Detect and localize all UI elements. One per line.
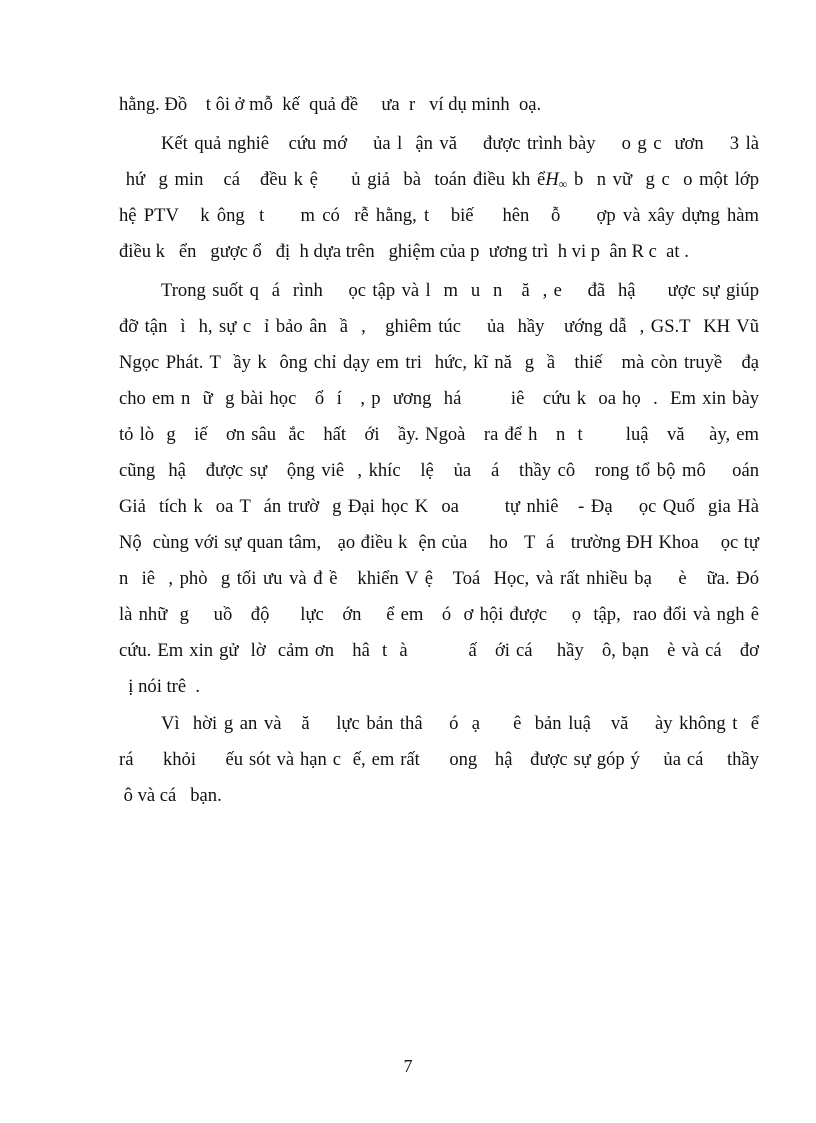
text-line: rá khỏi ếu sót và hạn c ế, em rất ong hậ được sự góp ý ủa cá thầy (119, 749, 759, 770)
text-line: hệ PTV k ông t m có rễ hằng, t biế hên ỗ ợp và xây dựng hàm (119, 205, 759, 226)
paragraph-continuation (119, 87, 759, 123)
text-segment: hứ g min cá đều k ệ ủ giả bà toán điều kh ể (119, 169, 546, 190)
text-segment: b n vữ g c o một lớp (567, 169, 759, 190)
text-line: cũng hậ được sự ộng viê , khíc lệ ủa á thầy cô rong tổ bộ mô oán (119, 460, 759, 481)
text-line-with-math (119, 162, 759, 198)
page-number: 7 (403, 1056, 413, 1076)
text-line: ô và cá bạn. (119, 785, 222, 806)
paragraph-limitations (119, 706, 759, 814)
text-line: Trong suốt q á rình ọc tập và l m u n ă , e đã hậ ược sự giúp (161, 280, 759, 301)
text-line: cứu. Em xin gử lờ cảm ơn hâ t à ấ ới cá hầy ô, bạn è và cá đơ (119, 640, 759, 661)
text-line: tỏ lò g iế ơn sâu ắc hất ới ầy. Ngoà ra để h n t luậ vă ày, em (119, 424, 759, 445)
text-line: hằng. Đồ t ôi ở mỗ kế quả đề ưa r ví dụ minh oạ. (119, 94, 542, 115)
text-line: là nhữ g uồ độ lực ớn ể em ó ơ hội được ọ tập, rao đổi và ngh ê (119, 604, 759, 625)
text-line: đỡ tận ì h, sự c ỉ bảo ân ầ , ghiêm túc ủa hầy ướng dẫ , GS.T KH Vũ (119, 316, 759, 337)
math-subscript: ∞ (558, 177, 568, 191)
text-line: n iê , phò g tối ưu và đ ề khiển V ệ Toá Học, và rất nhiều bạ è ữa. Đó (119, 568, 759, 589)
text-line: cho em n ữ g bài học ổ í , p ương há iê cứu k oa họ . Em xin bày (119, 388, 759, 409)
text-line: Giả tích k oa T án trườ g Đại học K oa tự nhiê - Đạ ọc Quố gia Hà (119, 496, 759, 517)
text-line: Kết quả nghiê cứu mớ ủa l ận vă được trình bày o g c ươn 3 là (161, 133, 759, 154)
text-line: Ngọc Phát. T ầy k ông chỉ dạy em tri hức, kĩ nă g ầ thiế mà còn truyề đạ (119, 352, 759, 373)
text-line: Nộ cùng với sự quan tâm, ạo điều k ện của ho T á trường ĐH Khoa ọc tự (119, 532, 759, 553)
h-infinity-symbol (545, 169, 567, 190)
text-line: Vì hời g an và ă lực bản thâ ó ạ ê bản luậ vă ày không t ể (161, 713, 759, 734)
text-line: ị nói trê . (119, 676, 201, 697)
text-line: điều k ển gược ổ đị h dựa trên ghiệm của p ương trì h vi p ân R c at . (119, 241, 689, 262)
paragraph-acknowledgement (119, 273, 759, 705)
paragraph-results (119, 126, 759, 270)
math-symbol: H (545, 169, 559, 190)
